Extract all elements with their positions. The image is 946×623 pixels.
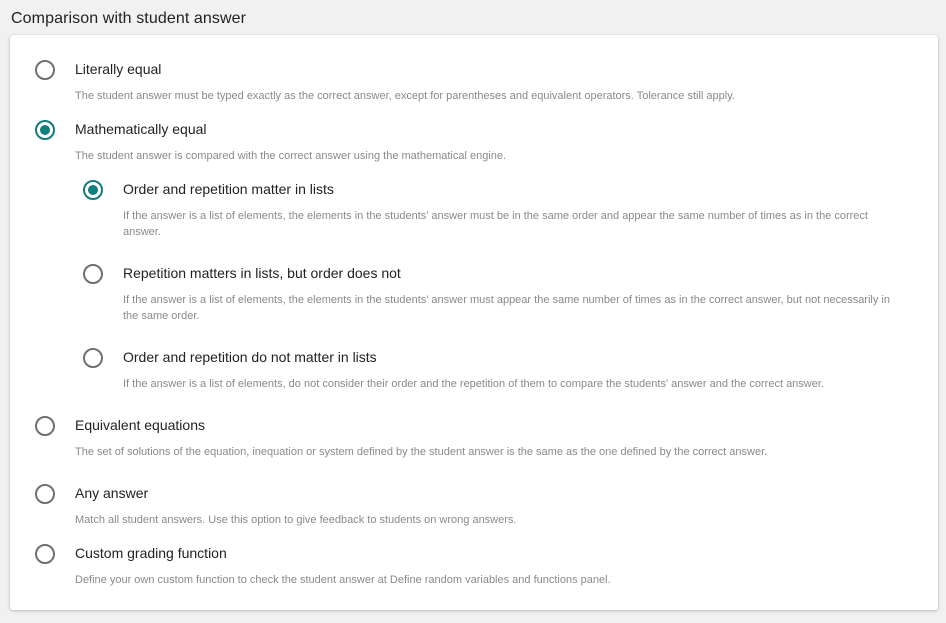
suboption-label[interactable]: Order and repetition do not matter in lists <box>123 349 377 365</box>
option-description: Define your own custom function to check the student answer at Define random variables and functions panel. <box>75 574 611 586</box>
radio-custom-grading-function[interactable] <box>35 544 55 564</box>
option-description: The student answer must be typed exactly as the correct answer, except for parentheses and equivalent operators. Tolerance still apply. <box>75 90 735 102</box>
radio-order-and-repetition-matter[interactable] <box>83 180 103 200</box>
radio-equivalent-equations[interactable] <box>35 416 55 436</box>
radio-mathematically-equal[interactable] <box>35 120 55 140</box>
option-label[interactable]: Literally equal <box>75 61 162 77</box>
section-title: Comparison with student answer <box>11 10 247 27</box>
radio-order-and-repetition-do-not-matter[interactable] <box>83 348 103 368</box>
radio-literally-equal[interactable] <box>35 60 55 80</box>
suboption-description: If the answer is a list of elements, the elements in the students' answer must be in the same order and appear the same number of times as in the correct answer. <box>123 210 868 238</box>
option-label[interactable]: Equivalent equations <box>75 417 205 433</box>
option-label[interactable]: Mathematically equal <box>75 121 207 137</box>
suboption-label[interactable]: Repetition matters in lists, but order does not <box>123 265 401 281</box>
option-description: The set of solutions of the equation, inequation or system defined by the student answer is the same as the one defined by the correct answer. <box>75 446 768 458</box>
radio-repetition-matters-order-not[interactable] <box>83 264 103 284</box>
suboption-description: If the answer is a list of elements, do not consider their order and the repetition of them to compare the students' answer and the correct answer. <box>123 378 824 390</box>
option-description: Match all student answers. Use this option to give feedback to students on wrong answers. <box>75 514 517 526</box>
radio-any-answer[interactable] <box>35 484 55 504</box>
option-description: The student answer is compared with the correct answer using the mathematical engine. <box>75 150 507 162</box>
comparison-panel <box>10 35 938 610</box>
option-label[interactable]: Any answer <box>75 485 149 501</box>
option-label[interactable]: Custom grading function <box>75 545 227 561</box>
suboption-description: If the answer is a list of elements, the elements in the students' answer must appear the same number of times as in the correct answer, but not necessarily in the same order. <box>123 294 890 322</box>
suboption-label[interactable]: Order and repetition matter in lists <box>123 181 334 197</box>
